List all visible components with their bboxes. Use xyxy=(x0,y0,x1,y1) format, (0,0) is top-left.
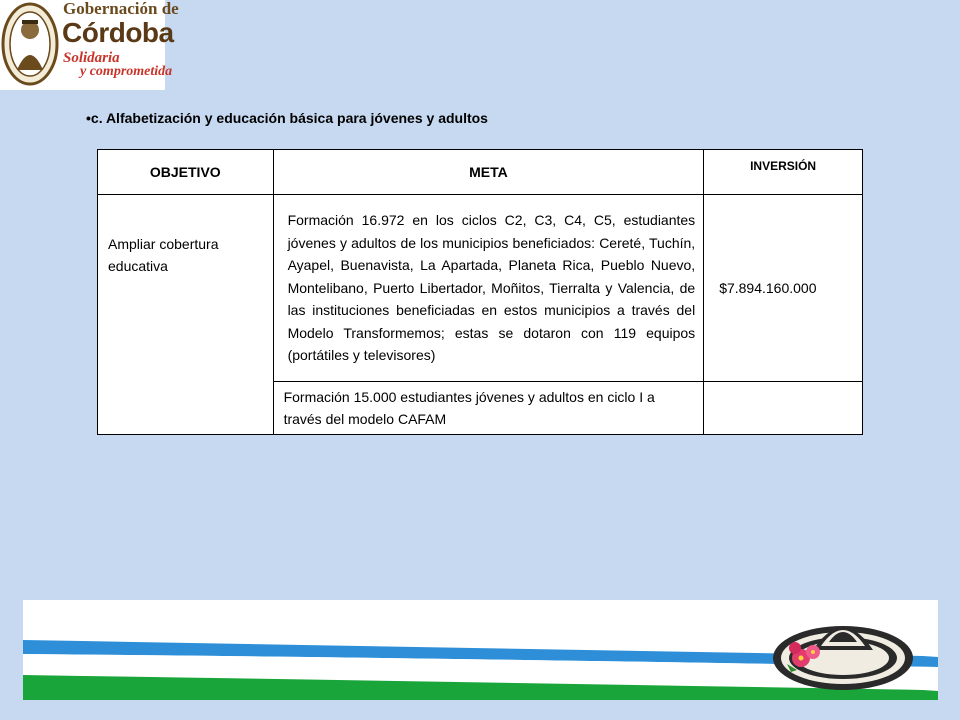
table-row xyxy=(98,195,863,382)
logo-name: Córdoba xyxy=(62,17,174,48)
header-meta: META xyxy=(273,150,704,195)
gobernacion-logo xyxy=(0,0,179,90)
header-objetivo: OBJETIVO xyxy=(98,150,274,195)
section-heading: •c. Alfabetización y educación básica para jóvenes y adultos xyxy=(86,110,488,126)
header-inversion-label: INVERSIÓN xyxy=(750,159,817,173)
inversion-cell-1: $7.894.160.000 xyxy=(704,195,863,382)
logo-motto-line2: y comprometida xyxy=(80,64,173,79)
objetivo-cell xyxy=(98,195,274,435)
meta-cell-2: Formación 15.000 estudiantes jóvenes y adultos en ciclo I a través del modelo CAFAM xyxy=(273,382,704,435)
logo-title: Gobernación de xyxy=(63,0,179,18)
footer-stripes-graphic xyxy=(23,600,938,700)
logo-motto-line1: Solidaria xyxy=(63,50,120,66)
seal-icon xyxy=(0,0,62,90)
inversion-cell-2 xyxy=(704,382,863,435)
objetivo-text: Ampliar cobertura educativa xyxy=(108,236,219,274)
header-inversion xyxy=(704,150,863,195)
table-header-row xyxy=(98,150,863,195)
sombrero-vueltiao-icon xyxy=(773,626,913,690)
education-table xyxy=(97,149,863,435)
footer-banner xyxy=(23,600,938,700)
meta-cell-1: Formación 16.972 en los ciclos C2, C3, C4, C5, estudiantes jóvenes y adultos de los municipios beneficiados: Cereté, Tuchín, Ayapel, Buenavista, La Apartada, Planeta Rica, Pueblo Nuevo, Montelibano, Puerto Libertador, Moñitos, Tierralta y Valencia, de las instituciones beneficiadas en estos municipios a través del Modelo Transformemos; estas se dotaron con 119 equipos (portátiles y televisores) xyxy=(273,195,704,382)
